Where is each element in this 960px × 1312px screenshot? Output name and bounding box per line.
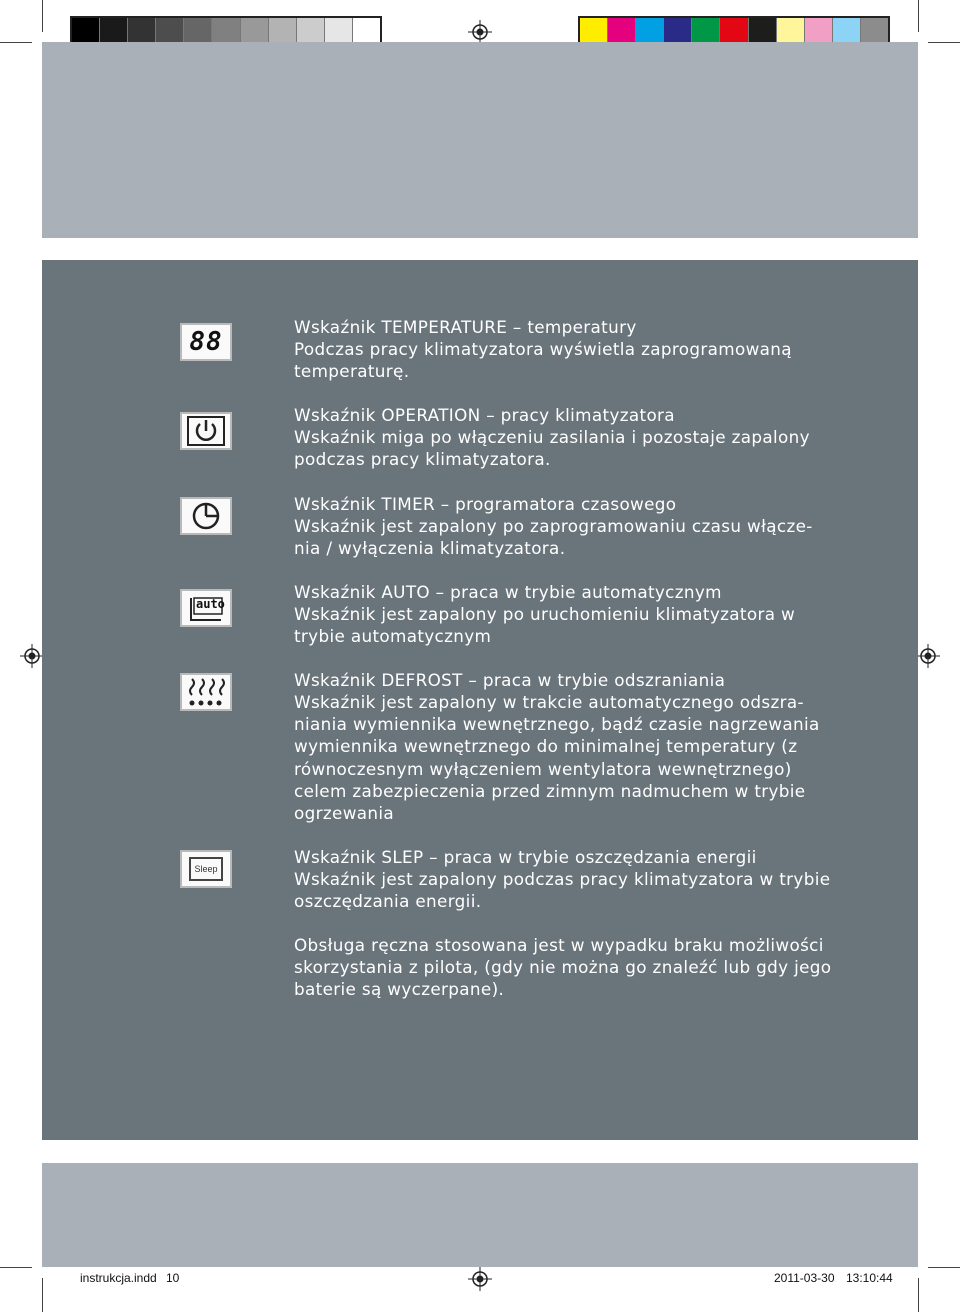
indicator-entry <box>294 493 854 559</box>
gray-swatch <box>212 18 240 44</box>
indicator-description-line: ogrzewania <box>294 802 395 823</box>
auto-icon <box>180 589 232 627</box>
indicator-title: Wskaźnik TEMPERATURE – temperatury <box>294 317 637 337</box>
auto-label: auto <box>196 597 225 611</box>
crop-mark <box>42 0 43 32</box>
color-swatch <box>749 18 777 44</box>
gray-swatch <box>128 18 156 44</box>
indicator-description-line: Wskaźnik jest zapalony podczas pracy klimatyzatora w trybie <box>294 868 831 889</box>
registration-mark-icon <box>20 644 44 668</box>
indicator-entry <box>294 581 854 647</box>
indicator-description-line: Wskaźnik miga po włączeniu zasilania i pozostaje zapalony <box>294 427 810 448</box>
power-icon <box>180 412 232 450</box>
sleep-label: Sleep <box>194 864 218 874</box>
registration-mark-icon <box>916 644 940 668</box>
gray-swatch <box>156 18 184 44</box>
note-line: baterie są wyczerpane). <box>294 979 505 1000</box>
crop-mark <box>928 1267 960 1268</box>
registration-mark-icon <box>468 20 492 44</box>
color-swatch <box>664 18 692 44</box>
indicator-entry <box>294 404 854 470</box>
color-swatch <box>861 18 888 44</box>
crop-mark <box>42 1278 43 1312</box>
color-swatch <box>833 18 861 44</box>
note-line: Obsługa ręczna stosowana jest w wypadku braku możliwości <box>294 935 824 956</box>
indicator-description-line: Wskaźnik jest zapalony po uruchomieniu klimatyzatora w <box>294 603 796 624</box>
gray-swatch <box>100 18 128 44</box>
registration-mark-icon <box>468 1267 492 1291</box>
timer-icon <box>180 497 232 535</box>
footer-filename: instrukcja.indd <box>80 1271 157 1285</box>
indicator-description-line: podczas pracy klimatyzatora. <box>294 449 551 470</box>
indicator-description-line: temperaturę. <box>294 361 410 382</box>
indicator-description-line: wymiennika wewnętrznego do minimalnej temperatury (z <box>294 736 798 757</box>
indicator-description-line: równoczesnym wyłączeniem wentylatora wewnętrznego) <box>294 758 792 779</box>
top-gray-panel <box>42 42 918 238</box>
gray-swatch <box>72 18 100 44</box>
indicator-description-line: trybie automatycznym <box>294 626 492 647</box>
indicator-title: Wskaźnik SLEP – praca w trybie oszczędzania energii <box>294 846 757 867</box>
indicator-entry <box>294 316 854 382</box>
bottom-gray-panel <box>42 1163 918 1267</box>
manual-operation-note <box>294 934 854 1000</box>
sleep-icon <box>180 850 232 888</box>
gray-swatch <box>184 18 212 44</box>
indicator-title: Wskaźnik AUTO – praca w trybie automatycznym <box>294 581 722 602</box>
indicator-description-line: oszczędzania energii. <box>294 890 482 911</box>
indicator-description-line: niania wymiennika wewnętrznego, bądź czasie nagrzewania <box>294 714 820 735</box>
defrost-icon <box>180 673 232 711</box>
indicator-title: Wskaźnik OPERATION – pracy klimatyzatora <box>294 405 675 426</box>
crop-mark <box>928 42 960 43</box>
footer-page-number: 10 <box>166 1271 180 1285</box>
indicator-title: Wskaźnik TIMER – programatora czasowego <box>294 493 677 514</box>
indicator-description-line: Wskaźnik jest zapalony w trakcie automatycznego odszra- <box>294 692 804 713</box>
note-line: skorzystania z pilota, (gdy nie można go znaleźć lub gdy jego <box>294 957 832 978</box>
display-digits: 88 <box>189 327 223 357</box>
indicator-title: Wskaźnik DEFROST – praca w trybie odszraniania <box>294 670 726 691</box>
gray-swatch <box>353 18 380 44</box>
color-swatch <box>580 18 608 44</box>
color-swatch <box>692 18 720 44</box>
indicator-description-line: nia / wyłączenia klimatyzatora. <box>294 537 566 558</box>
indicator-descriptions <box>294 316 854 1022</box>
crop-mark <box>918 1278 919 1312</box>
footer-time: 13:10:44 <box>846 1271 893 1285</box>
gray-swatch <box>241 18 269 44</box>
gray-swatch <box>269 18 297 44</box>
indicator-description-line: celem zabezpieczenia przed zimnym nadmuchem w trybie <box>294 780 806 801</box>
crop-mark <box>0 42 32 43</box>
color-swatch <box>636 18 664 44</box>
indicator-entry <box>294 669 854 824</box>
gray-swatch <box>297 18 325 44</box>
color-swatch <box>720 18 748 44</box>
gray-swatch <box>325 18 353 44</box>
color-swatch <box>608 18 636 44</box>
indicator-entry <box>294 846 854 912</box>
footer-date: 2011-03-30 <box>774 1271 835 1285</box>
color-swatch <box>805 18 833 44</box>
indicator-description-line: Podczas pracy klimatyzatora wyświetla zaprogramowaną <box>294 339 792 360</box>
crop-mark <box>918 0 919 32</box>
color-swatch <box>777 18 805 44</box>
indicator-description-line: Wskaźnik jest zapalony po zaprogramowaniu czasu włącze- <box>294 515 813 536</box>
sleep-label-box <box>189 857 223 881</box>
temperature-display-icon <box>180 323 232 361</box>
crop-mark <box>0 1267 32 1268</box>
